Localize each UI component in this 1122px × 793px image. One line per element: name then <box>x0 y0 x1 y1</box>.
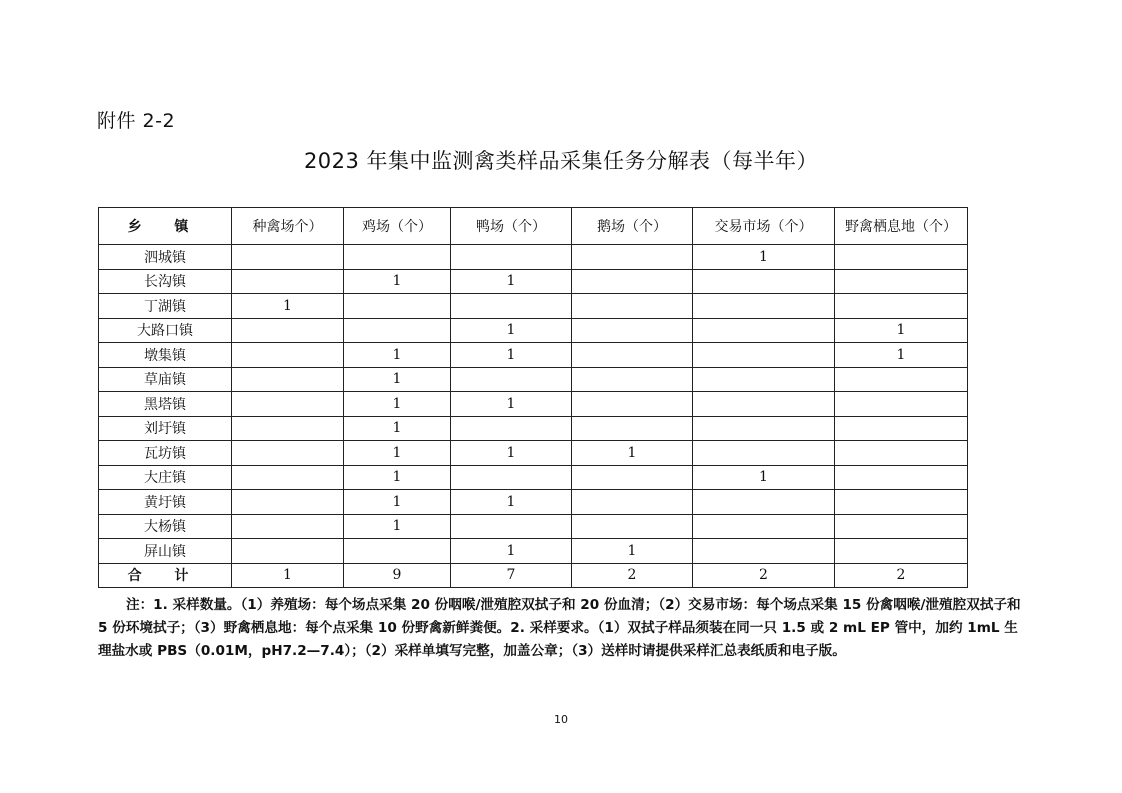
count-cell: 1 <box>451 269 572 294</box>
total-row <box>99 563 968 588</box>
township-cell: 草庙镇 <box>99 367 232 392</box>
count-cell: 1 <box>451 343 572 368</box>
table-body <box>99 245 968 564</box>
count-cell <box>693 416 835 441</box>
count-cell <box>232 416 344 441</box>
total-cell: 2 <box>572 563 693 588</box>
count-cell <box>693 294 835 319</box>
sampling-task-table <box>98 207 968 588</box>
count-cell <box>232 490 344 515</box>
count-cell <box>693 514 835 539</box>
count-cell <box>693 392 835 417</box>
table-row <box>99 490 968 515</box>
count-cell: 1 <box>451 539 572 564</box>
table-row <box>99 392 968 417</box>
column-header-market: 交易市场（个） <box>693 208 835 245</box>
count-cell: 1 <box>451 392 572 417</box>
count-cell: 1 <box>344 490 451 515</box>
table-row <box>99 465 968 490</box>
count-cell <box>451 416 572 441</box>
count-cell <box>232 392 344 417</box>
column-header-duck-farm: 鸭场（个） <box>451 208 572 245</box>
count-cell <box>232 343 344 368</box>
count-cell <box>693 441 835 466</box>
township-cell: 大庄镇 <box>99 465 232 490</box>
count-cell <box>693 490 835 515</box>
count-cell <box>572 392 693 417</box>
attachment-label: 附件 2-2 <box>97 110 176 132</box>
count-cell <box>835 269 968 294</box>
table-note: 注：1. 采样数量。（1）养殖场：每个场点采集 20 份咽喉/泄殖腔双拭子和 20 份血清；（2）交易市场：每个场点采集 15 份禽咽喉/泄殖腔双拭子和 5 份环境拭子；（3）野禽栖息地：每个点采集 10 份野禽新鲜粪便。2. 采样要求。（1）双拭子样品须装在同一只 1.5 或 2 mL EP 管中，加约 1mL 生理盐水或 PBS（0.01M，pH7.2—7.4）；（2）采样单填写完整，加盖公章；（3）送样时请提供采样汇总表纸质和电子版。 <box>98 597 1021 659</box>
count-cell: 1 <box>572 441 693 466</box>
count-cell: 1 <box>835 343 968 368</box>
table-row <box>99 269 968 294</box>
count-cell <box>232 367 344 392</box>
total-label: 合 计 <box>99 563 232 588</box>
count-cell: 1 <box>344 367 451 392</box>
count-cell <box>451 367 572 392</box>
count-cell <box>344 294 451 319</box>
township-cell: 丁湖镇 <box>99 294 232 319</box>
count-cell <box>572 294 693 319</box>
column-header-chicken-farm: 鸡场（个） <box>344 208 451 245</box>
count-cell: 1 <box>451 490 572 515</box>
count-cell: 1 <box>693 465 835 490</box>
count-cell: 1 <box>344 465 451 490</box>
column-header-breeding-farm: 种禽场个） <box>232 208 344 245</box>
count-cell <box>451 294 572 319</box>
count-cell <box>232 539 344 564</box>
count-cell <box>344 539 451 564</box>
count-cell <box>835 465 968 490</box>
township-cell: 瓦坊镇 <box>99 441 232 466</box>
count-cell <box>232 318 344 343</box>
count-cell: 1 <box>344 514 451 539</box>
count-cell <box>451 465 572 490</box>
township-cell: 长沟镇 <box>99 269 232 294</box>
count-cell <box>572 318 693 343</box>
table-row <box>99 294 968 319</box>
township-cell: 大杨镇 <box>99 514 232 539</box>
count-cell <box>572 465 693 490</box>
count-cell <box>693 343 835 368</box>
count-cell: 1 <box>693 245 835 270</box>
total-cell: 7 <box>451 563 572 588</box>
table-row <box>99 539 968 564</box>
count-cell <box>232 514 344 539</box>
count-cell <box>572 416 693 441</box>
count-cell <box>572 490 693 515</box>
header-row <box>99 208 968 245</box>
count-cell <box>572 514 693 539</box>
township-cell: 泗城镇 <box>99 245 232 270</box>
count-cell: 1 <box>835 318 968 343</box>
count-cell <box>835 416 968 441</box>
township-cell: 墩集镇 <box>99 343 232 368</box>
count-cell <box>835 294 968 319</box>
count-cell <box>572 343 693 368</box>
township-cell: 屏山镇 <box>99 539 232 564</box>
count-cell: 1 <box>451 318 572 343</box>
page-number: 10 <box>554 713 568 726</box>
count-cell <box>693 367 835 392</box>
count-cell <box>835 490 968 515</box>
township-cell: 大路口镇 <box>99 318 232 343</box>
count-cell <box>451 245 572 270</box>
count-cell: 1 <box>232 294 344 319</box>
table-row <box>99 245 968 270</box>
table-row <box>99 318 968 343</box>
count-cell <box>835 539 968 564</box>
township-cell: 黄圩镇 <box>99 490 232 515</box>
count-cell <box>835 441 968 466</box>
count-cell <box>232 441 344 466</box>
document-title: 2023 年集中监测禽类样品采集任务分解表（每半年） <box>303 149 819 173</box>
count-cell: 1 <box>344 269 451 294</box>
count-cell <box>693 269 835 294</box>
column-header-wild-bird-habitat: 野禽栖息地（个） <box>835 208 968 245</box>
count-cell <box>693 318 835 343</box>
count-cell <box>572 245 693 270</box>
total-cell: 9 <box>344 563 451 588</box>
count-cell <box>232 269 344 294</box>
township-cell: 刘圩镇 <box>99 416 232 441</box>
count-cell <box>693 539 835 564</box>
column-header-goose-farm: 鹅场（个） <box>572 208 693 245</box>
count-cell <box>344 318 451 343</box>
count-cell: 1 <box>344 392 451 417</box>
count-cell <box>232 465 344 490</box>
count-cell: 1 <box>572 539 693 564</box>
count-cell: 1 <box>451 441 572 466</box>
count-cell <box>451 514 572 539</box>
township-cell: 黑塔镇 <box>99 392 232 417</box>
table-row <box>99 514 968 539</box>
total-cell: 2 <box>835 563 968 588</box>
table-row <box>99 416 968 441</box>
count-cell: 1 <box>344 343 451 368</box>
table-row <box>99 367 968 392</box>
count-cell <box>835 392 968 417</box>
count-cell <box>835 245 968 270</box>
count-cell: 1 <box>344 441 451 466</box>
count-cell <box>572 367 693 392</box>
table-footer <box>99 563 968 588</box>
count-cell <box>572 269 693 294</box>
count-cell: 1 <box>344 416 451 441</box>
table-row <box>99 343 968 368</box>
column-header-township: 乡 镇 <box>99 208 232 245</box>
total-cell: 1 <box>232 563 344 588</box>
count-cell <box>835 514 968 539</box>
table-row <box>99 441 968 466</box>
table-header <box>99 208 968 245</box>
total-cell: 2 <box>693 563 835 588</box>
count-cell <box>344 245 451 270</box>
count-cell <box>232 245 344 270</box>
count-cell <box>835 367 968 392</box>
